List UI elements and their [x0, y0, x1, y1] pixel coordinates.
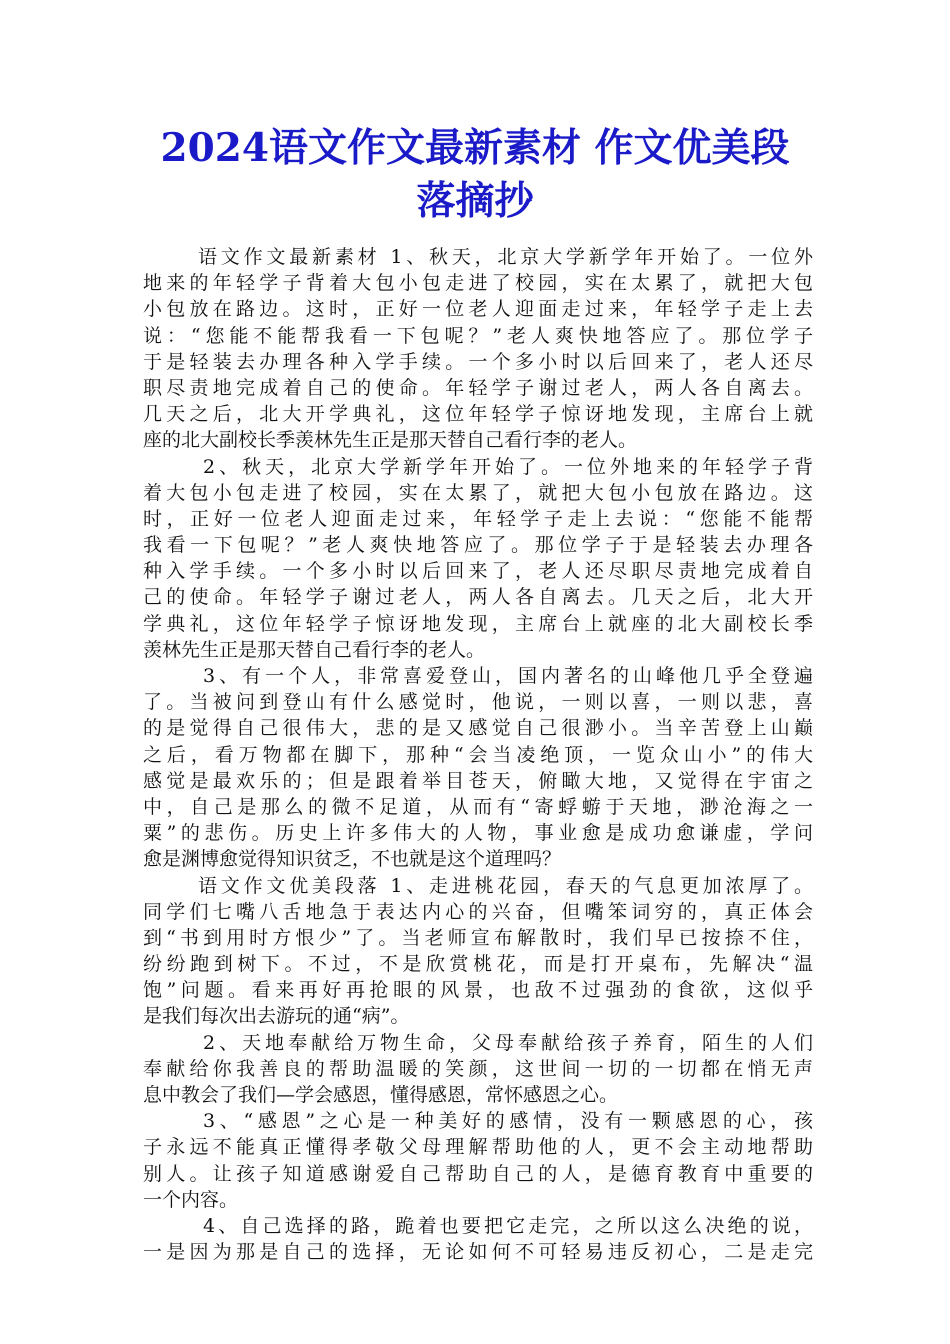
text-line: 小包放在路边。这时，正好一位老人迎面走过来，年轻学子走上去 [143, 298, 813, 321]
text-line: 职尽责地完成着自己的使命。年轻学子谢过老人，两人各自离去。 [143, 376, 813, 399]
title-line-2: 落摘抄 [416, 178, 534, 224]
text-line: 子永远不能真正懂得孝敬父母理解帮助他的人，更不会主动地帮助 [143, 1136, 813, 1159]
text-line: 纷纷跑到树下。不过，不是欣赏桃花，而是打开桌布，先解决“温 [143, 953, 813, 976]
text-line: 学典礼，这位年轻学子惊讶地发现，主席台上就座的北大副校长季 [143, 612, 813, 635]
text-line: 于是轻装去办理各种入学手续。一个多小时以后回来了，老人还尽 [143, 350, 813, 373]
text-line: 语文作文最新素材 1、秋天，北京大学新学年开始了。一位外 [198, 246, 813, 268]
document-title [120, 122, 830, 228]
text-line: 一是因为那是自己的选择，无论如何不可轻易违反初心，二是走完 [143, 1241, 813, 1264]
text-line: 感觉是最欢乐的；但是跟着举目苍天，俯瞰大地，又觉得在宇宙之 [143, 769, 813, 792]
text-line: 2、天地奉献给万物生命，父母奉献给孩子养育，陌生的人们 [203, 1031, 813, 1054]
text-line: 息中教会了我们—学会感恩，懂得感恩，常怀感恩之心。 [143, 1084, 619, 1106]
text-line: 奉献给你我善良的帮助温暖的笑颜，这世间一切的一切都在悄无声 [143, 1057, 813, 1080]
text-line: 着大包小包走进了校园，实在太累了，就把大包小包放在路边。这 [143, 481, 813, 504]
text-line: 种入学手续。一个多小时以后回来了，老人还尽职尽责地完成着自 [143, 560, 813, 583]
title-line-1: 2024语文作文最新素材 作文优美段 [160, 125, 790, 171]
text-line: 了。当被问到登山有什么感觉时，他说，一则以喜，一则以悲，喜 [143, 691, 813, 714]
text-line: 是我们每次出去游玩的通“病”。 [143, 1005, 410, 1028]
text-line: 别人。让孩子知道感谢爱自己帮助自己的人，是德育教育中重要的 [143, 1162, 813, 1185]
document-body [143, 244, 813, 1265]
text-line: 羡林先生正是那天替自己看行李的老人。 [143, 638, 486, 661]
text-line: 的是觉得自己很伟大，悲的是又感觉自己很渺小。当辛苦登上山巅 [143, 717, 813, 740]
text-line: 座的北大副校长季羡林先生正是那天替自己看行李的老人。 [143, 429, 638, 452]
text-line: 3、“感恩”之心是一种美好的感情，没有一颗感恩的心，孩 [203, 1110, 813, 1133]
text-line: 到“书到用时方恨少”了。当老师宣布解散时，我们早已按捺不住， [143, 926, 813, 949]
text-line: 说：“您能不能帮我看一下包呢？”老人爽快地答应了。那位学子 [143, 324, 813, 347]
text-line: 我看一下包呢？”老人爽快地答应了。那位学子于是轻装去办理各 [143, 534, 813, 557]
text-line: 地来的年轻学子背着大包小包走进了校园，实在太累了，就把大包 [143, 272, 813, 295]
text-line: 语文作文优美段落 1、走进桃花园，春天的气息更加浓厚了。 [198, 874, 813, 897]
text-line: 己的使命。年轻学子谢过老人，两人各自离去。几天之后，北大开 [143, 586, 813, 609]
text-line: 3、有一个人，非常喜爱登山，国内著名的山峰他几乎全登遍 [203, 665, 813, 687]
text-line: 一个内容。 [143, 1188, 239, 1211]
text-line: 饱”问题。看来再好再抢眼的风景，也敌不过强劲的食欲，这似乎 [143, 979, 813, 1002]
text-line: 4、自己选择的路，跪着也要把它走完，之所以这么决绝的说， [203, 1214, 813, 1237]
text-line: 时，正好一位老人迎面走过来，年轻学子走上去说：“您能不能帮 [143, 507, 813, 530]
text-line: 2、秋天，北京大学新学年开始了。一位外地来的年轻学子背 [203, 455, 813, 478]
text-line: 中，自己是那么的微不足道，从而有“寄蜉蝣于天地，渺沧海之一 [143, 795, 813, 818]
text-line: 同学们七嘴八舌地急于表达内心的兴奋，但嘴笨词穷的，真正体会 [143, 900, 813, 923]
text-line: 粟”的悲伤。历史上许多伟大的人物，事业愈是成功愈谦虚，学问 [143, 822, 813, 845]
text-line: 愈是渊博愈觉得知识贫乏，不也就是这个道理吗？ [143, 848, 562, 871]
text-line: 之后，看万物都在脚下，那种“会当凌绝顶，一览众山小”的伟大 [143, 743, 813, 766]
text-line: 几天之后，北大开学典礼，这位年轻学子惊讶地发现，主席台上就 [143, 403, 813, 426]
